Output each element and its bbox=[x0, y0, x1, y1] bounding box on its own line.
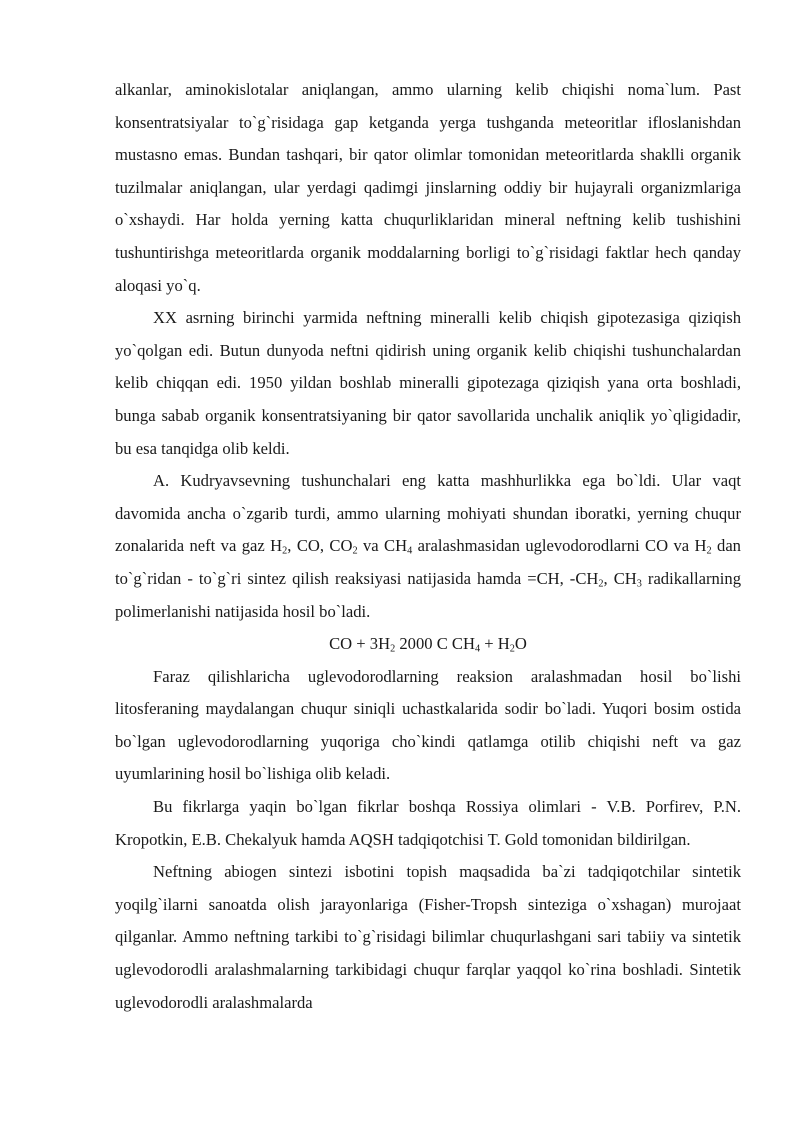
text-segment: O bbox=[514, 634, 527, 654]
document-page bbox=[115, 74, 741, 1019]
text-segment: A. Kudryavsevning tushunchalari eng katta mashhurlikka ega bo`ldi. Ular vaqt davomida ancha o`zgarib turdi, ammo ularning mohiyati shundan iboratki, yerning chuqur zonalarida neft va gaz H bbox=[115, 471, 741, 556]
text-segment: Faraz qilishlaricha uglevodorodlarning reaksion aralashmadan hosil bo`lishi litosferaning maydalangan chuqur siniqli uchastkalarida sodir bo`ladi. Yuqori bosim ostida bo`lgan uglevodorodlarning yuqoriga cho`kindi qatlamga otilib chiqishi neft va gaz uyumlarining hosil bo`lishiga olib keladi. bbox=[115, 666, 741, 784]
text-segment: radikallarning polimerlanishi natijasida hosil bo`ladi. bbox=[115, 568, 741, 621]
paragraph-kudryavsev bbox=[115, 465, 741, 628]
paragraph-lithosphere bbox=[115, 661, 741, 791]
paragraph-mineral-hypothesis bbox=[115, 302, 741, 465]
text-segment: CO + 3H bbox=[329, 634, 391, 654]
text-segment: 2000 C CH bbox=[395, 634, 475, 654]
subscript: 2 bbox=[282, 545, 288, 557]
subscript: 2 bbox=[509, 643, 515, 655]
text-segment: Bu fikrlarga yaqin bo`lgan fikrlar boshqa Rossiya olimlari - V.B. Porfirev, P.N. Kropotkin, E.B. Chekalyuk hamda AQSH tadqiqotchisi T. Gold tomonidan bildirilgan. bbox=[115, 797, 741, 849]
text-segment: aralashmasidan uglevodorodlarni CO va H bbox=[412, 536, 707, 556]
subscript: 2 bbox=[390, 643, 396, 655]
text-segment: alkanlar, aminokislotalar aniqlangan, ammo ularning kelib chiqishi noma`lum. Past konsentratsiyalar to`g`risidaga gap ketganda yerga tushganda meteoritlar ifloslanishdan mustasno emas. Bundan tashqari, bir qator olimlar tomonidan meteoritlarda shaklli organik tuzilmalar aniqlangan, ular yerdagi qadimgi jinslarning oddiy bir hujayrali organizmlariga o`xshaydi. Har holda yerning katta chuqurliklaridan mineral neftning kelib tushishini tushuntirishga meteoritlarda organik moddalarning borligi to`g`risidagi faktlar hech qanday aloqasi yo`q. bbox=[115, 80, 741, 295]
text-segment: + H bbox=[480, 634, 510, 654]
text-segment: va CH bbox=[357, 536, 408, 556]
paragraph-abiogenic-synthesis bbox=[115, 856, 741, 1019]
chemical-equation bbox=[115, 628, 741, 661]
subscript: 2 bbox=[706, 545, 712, 557]
subscript: 3 bbox=[636, 578, 642, 590]
text-segment: , CO, CO bbox=[287, 536, 353, 556]
paragraph-meteorites bbox=[115, 74, 741, 302]
subscript: 4 bbox=[475, 643, 481, 655]
text-segment: Neftning abiogen sintezi isbotini topish maqsadida ba`zi tadqiqotchilar sintetik yoqilg`ilarni sanoatda olish jarayonlariga (Fisher-Tropsh sinteziga o`xshagan) murojaat qilganlar. Ammo neftning tarkibi to`g`risidagi bilimlar chuqurlashgani sari tabiiy va sintetik uglevodorodli aralashmalarning tarkibidagi chuqur farqlar yaqqol ko`rina boshladi. Sintetik uglevodorodli aralashmalarda bbox=[115, 862, 741, 1012]
subscript: 2 bbox=[352, 545, 358, 557]
text-segment: dan to`g`ridan - to`g`ri sintez qilish reaksiyasi natijasida hamda =CH, -CH bbox=[115, 536, 741, 588]
subscript: 4 bbox=[407, 545, 413, 557]
text-segment: XX asrning birinchi yarmida neftning mineralli kelib chiqish gipotezasiga qiziqish yo`qolgan edi. Butun dunyoda neftni qidirish uning organik kelib chiqishi tushunchalardan kelib chiqqan edi. 1950 yildan boshlab mineralli gipotezaga qiziqish yana orta boshladi, bunga sabab organik konsentratsiyaning bir qator savollarida unchalik aniqlik yo`qligidadir, bu esa tanqidga olib keldi. bbox=[115, 308, 741, 458]
paragraph-other-scientists bbox=[115, 791, 741, 856]
text-segment: , CH bbox=[603, 568, 637, 588]
subscript: 2 bbox=[598, 578, 604, 590]
